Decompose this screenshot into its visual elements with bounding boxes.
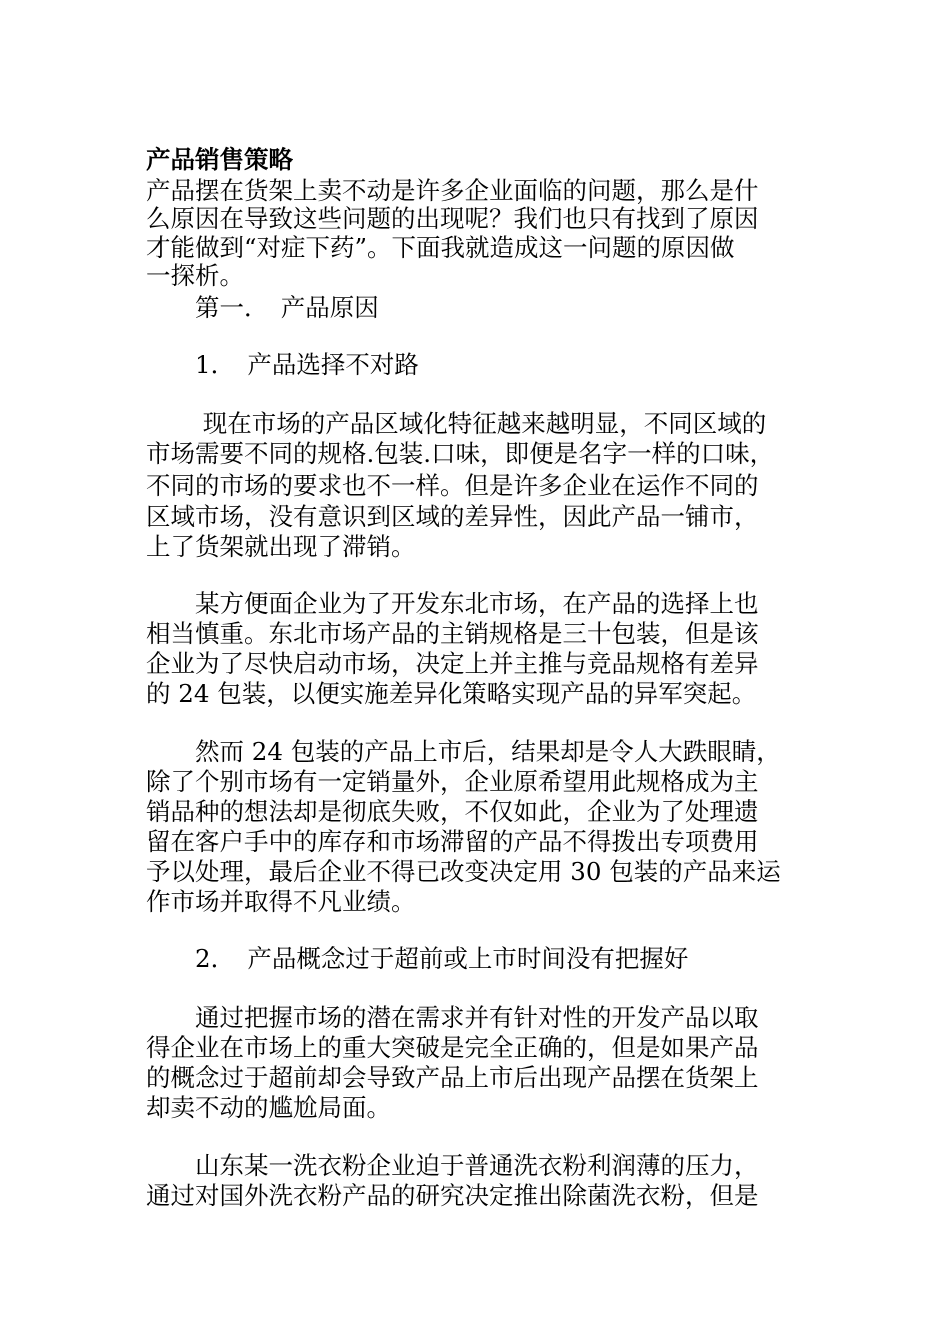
paragraph-line: 区域市场，没有意识到区域的差异性，因此产品一铺市， (146, 502, 759, 531)
paragraph-line: 相当慎重。东北市场产品的主销规格是三十包装，但是该 (146, 619, 759, 648)
paragraph-line: 的 24 包装，以便实施差异化策略实现产品的异军突起。 (146, 679, 757, 708)
paragraph-line: 予以处理，最后企业不得已改变决定用 30 包装的产品来运 (146, 857, 781, 886)
paragraph-line: 么原因在导致这些问题的出现呢？我们也只有找到了原因 (146, 204, 759, 233)
subsection-heading: 2． 产品概念过于超前或上市时间没有把握好 (146, 944, 689, 973)
paragraph-line: 上了货架就出现了滞销。 (146, 532, 416, 561)
paragraph-line: 得企业在市场上的重大突破是完全正确的，但是如果产品 (146, 1033, 759, 1062)
paragraph-line: 山东某一洗衣粉企业迫于普通洗衣粉利润薄的压力， (146, 1151, 759, 1180)
paragraph-line: 企业为了尽快启动市场，决定上并主推与竞品规格有差异 (146, 649, 759, 678)
section-heading: 第一． 产品原因 (146, 293, 379, 322)
paragraph-line: 作市场并取得不凡业绩。 (146, 887, 416, 916)
paragraph-line: 留在客户手中的库存和市场滞留的产品不得拨出专项费用 (146, 827, 759, 856)
paragraph-line: 却卖不动的尴尬局面。 (146, 1093, 391, 1122)
paragraph-line: 产品摆在货架上卖不动是许多企业面临的问题，那么是什 (146, 176, 759, 205)
paragraph-line: 然而 24 包装的产品上市后，结果却是令人大跌眼睛， (146, 737, 781, 766)
paragraph-line: 销品种的想法却是彻底失败，不仅如此，企业为了处理遗 (146, 797, 759, 826)
paragraph-line: 不同的市场的要求也不一样。但是许多企业在运作不同的 (146, 471, 759, 500)
subsection-heading: 1． 产品选择不对路 (146, 350, 419, 379)
paragraph-line: 现在市场的产品区域化特征越来越明显，不同区域的 (146, 409, 767, 438)
paragraph-line: 通过对国外洗衣粉产品的研究决定推出除菌洗衣粉，但是 (146, 1181, 759, 1210)
paragraph-line: 市场需要不同的规格.包装.口味，即便是名字一样的口味， (146, 439, 775, 468)
paragraph-line: 某方便面企业为了开发东北市场，在产品的选择上也 (146, 589, 759, 618)
paragraph-line: 才能做到“对症下药”。下面我就造成这一问题的原因做 (146, 233, 735, 262)
paragraph-line: 一探析。 (146, 261, 244, 290)
paragraph-line: 通过把握市场的潜在需求并有针对性的开发产品以取 (146, 1003, 759, 1032)
paragraph-line: 除了个别市场有一定销量外，企业原希望用此规格成为主 (146, 767, 759, 796)
document-title: 产品销售策略 (146, 145, 293, 174)
paragraph-line: 的概念过于超前却会导致产品上市后出现产品摆在货架上 (146, 1063, 759, 1092)
